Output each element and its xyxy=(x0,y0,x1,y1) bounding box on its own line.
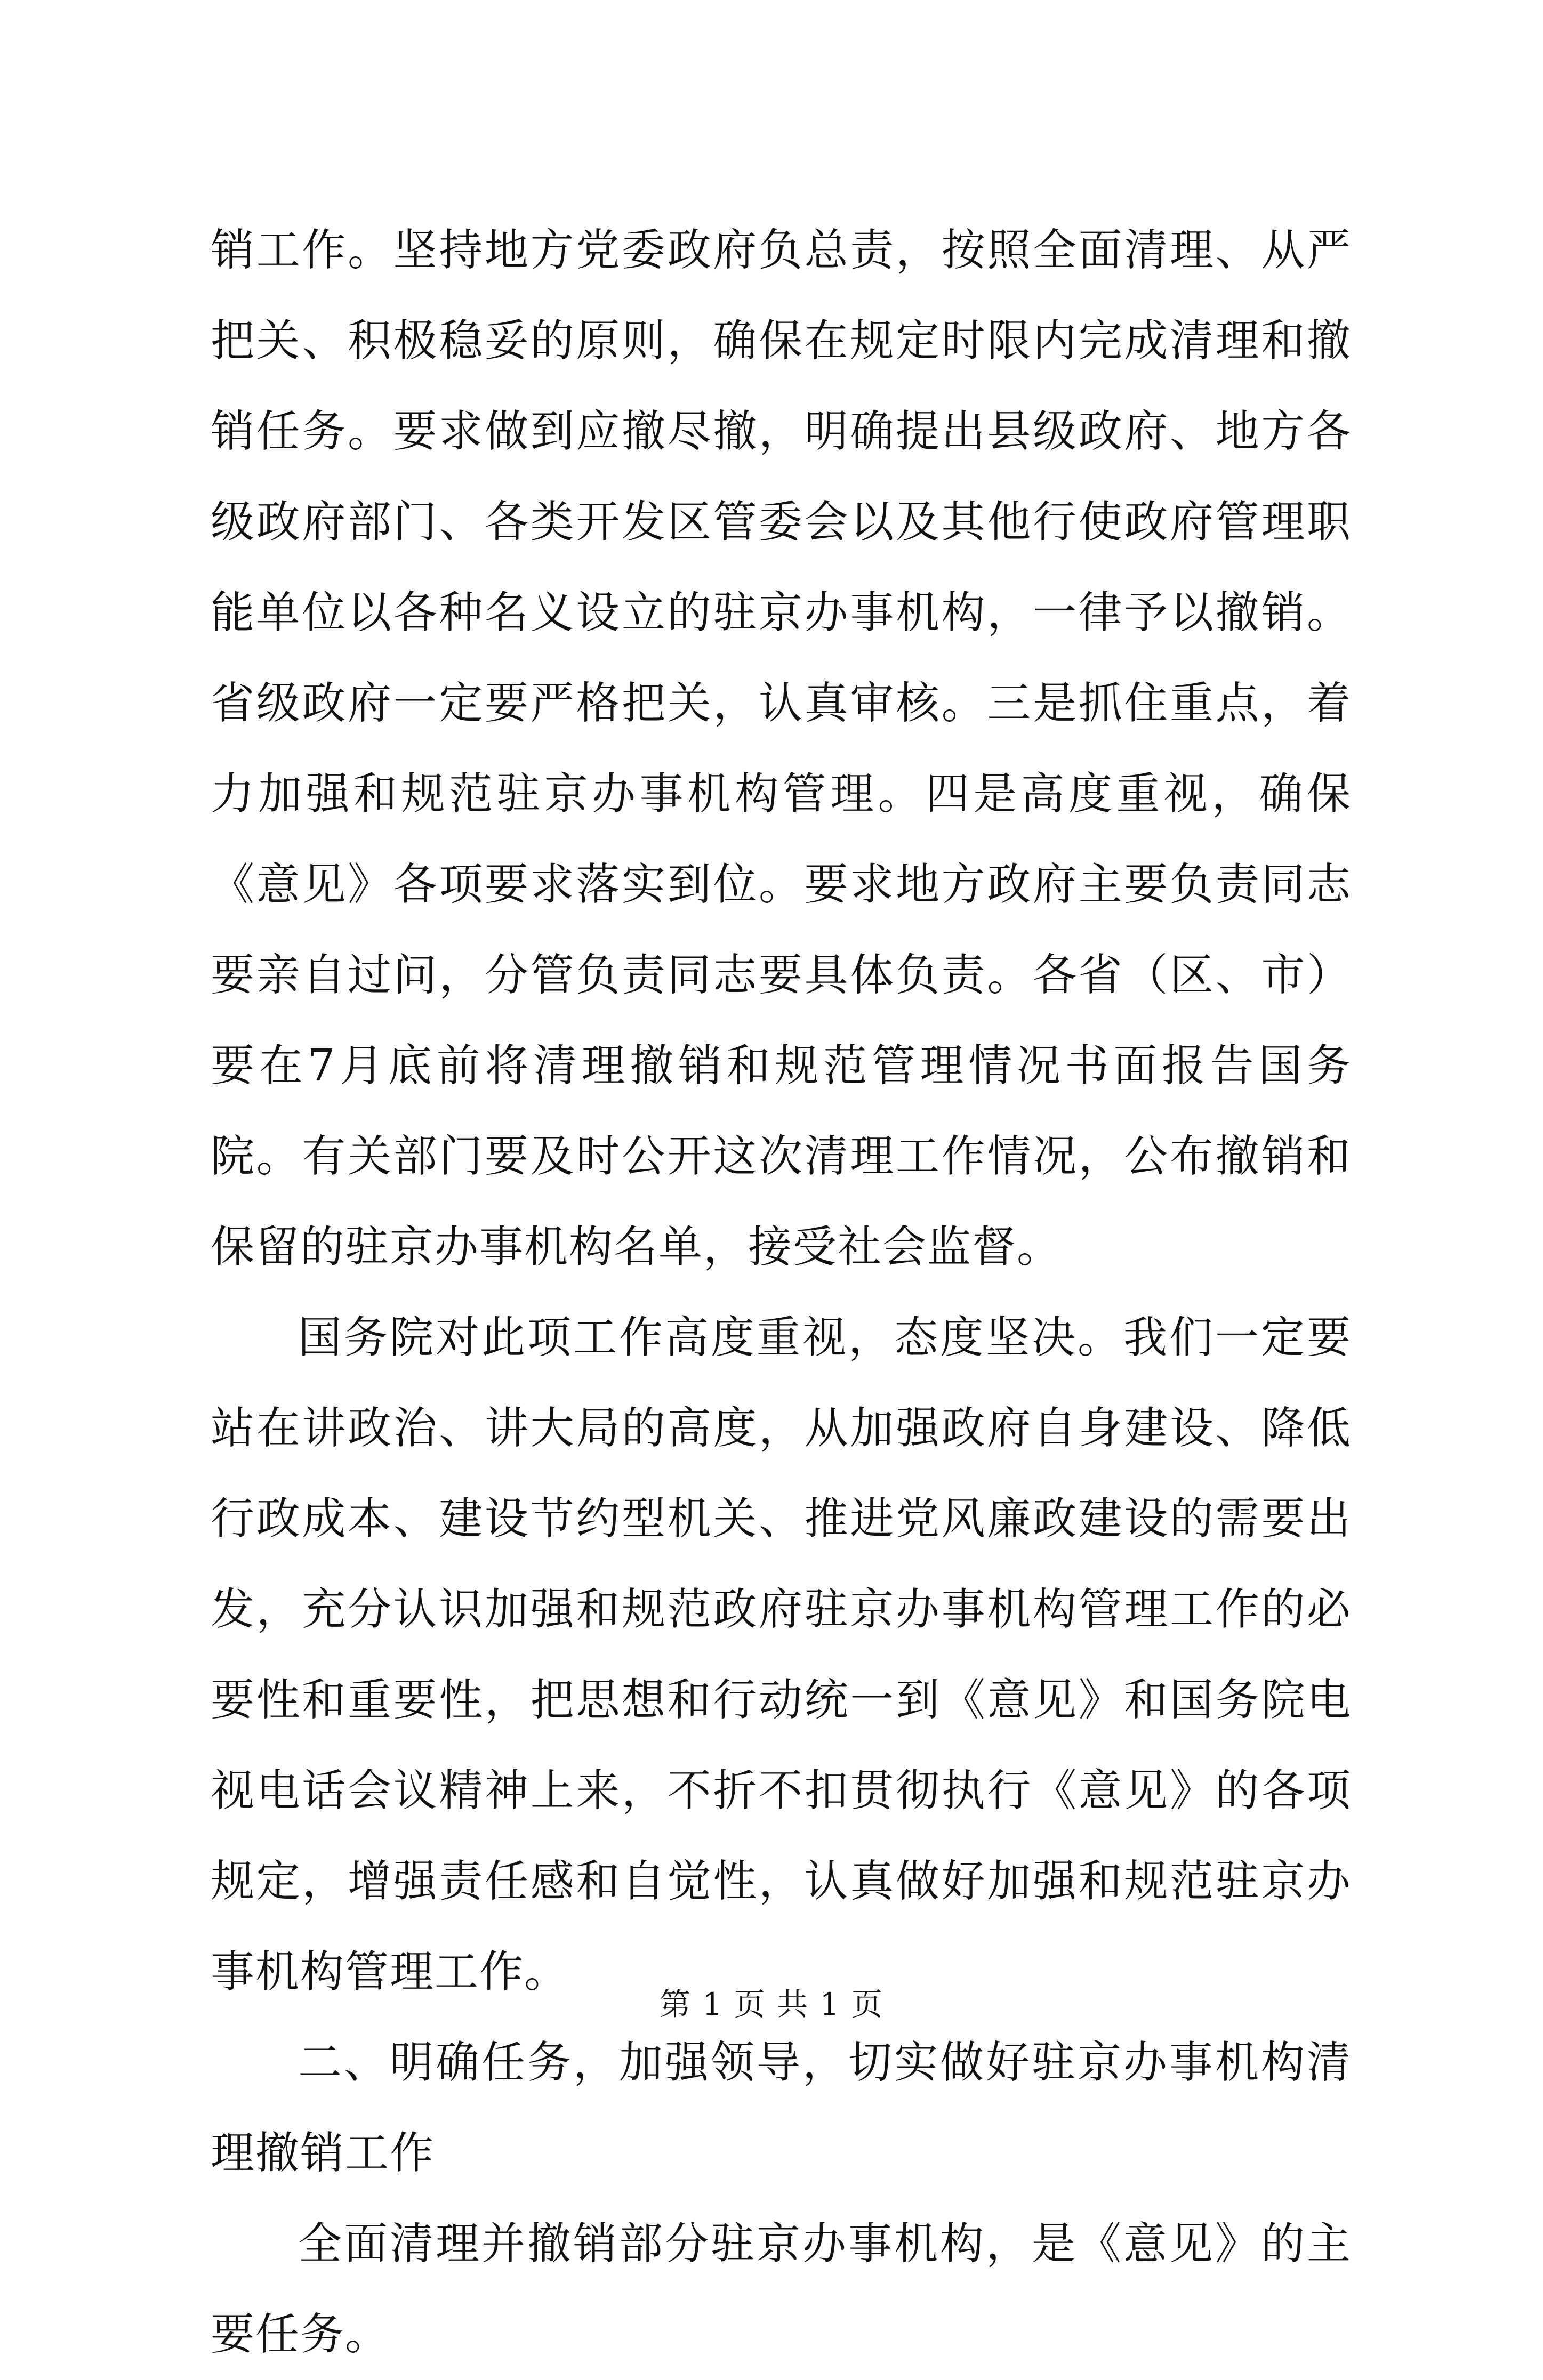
paragraph-3: 全面清理并撤销部分驻京办事机构，是《意见》的主要任务。 xyxy=(211,2218,1352,2360)
paragraph-1: 销工作。坚持地方党委政府负总责，按照全面清理、从严把关、积极稳妥的原则，确保在规定时限内完成清理和撤销任务。要求做到应撤尽撤，明确提出县级政府、地方各级政府部门、各类开发区管委会以及其他行使政府管理职能单位以各种名义设立的驻京办事机构，一律予以撤销。省级政府一定要严格把关，认真审核。三是抓住重点，着力加强和规范驻京办事机构管理。四是高度重视，确保《意见》各项要求落实到位。要求地方政府主要负责同志要亲自过问，分管负责同志要具体负责。各省（区、市）要在7月底前将清理撤销和规范管理情况书面报告国务院。有关部门要及时公开这次清理工作情况，公布撤销和保留的驻京办事机构名单，接受社会监督。 xyxy=(211,225,1352,1272)
page-number-footer: 第 1 页 共 1 页 xyxy=(660,1986,883,2022)
document-body xyxy=(211,205,1352,2380)
paragraph-2: 国务院对此项工作高度重视，态度坚决。我们一定要站在讲政治、讲大局的高度，从加强政府自身建设、降低行政成本、建设节约型机关、推进党风廉政建设的需要出发，充分认识加强和规范政府驻京办事机构管理工作的必要性和重要性，把思想和行动统一到《意见》和国务院电视电话会议精神上来，不折不扣贯彻执行《意见》的各项规定，增强责任感和自觉性，认真做好加强和规范驻京办事机构管理工作。 xyxy=(211,1312,1352,1997)
section-heading-2: 二、明确任务，加强领导，切实做好驻京办事机构清理撤销工作 xyxy=(211,2037,1352,2179)
